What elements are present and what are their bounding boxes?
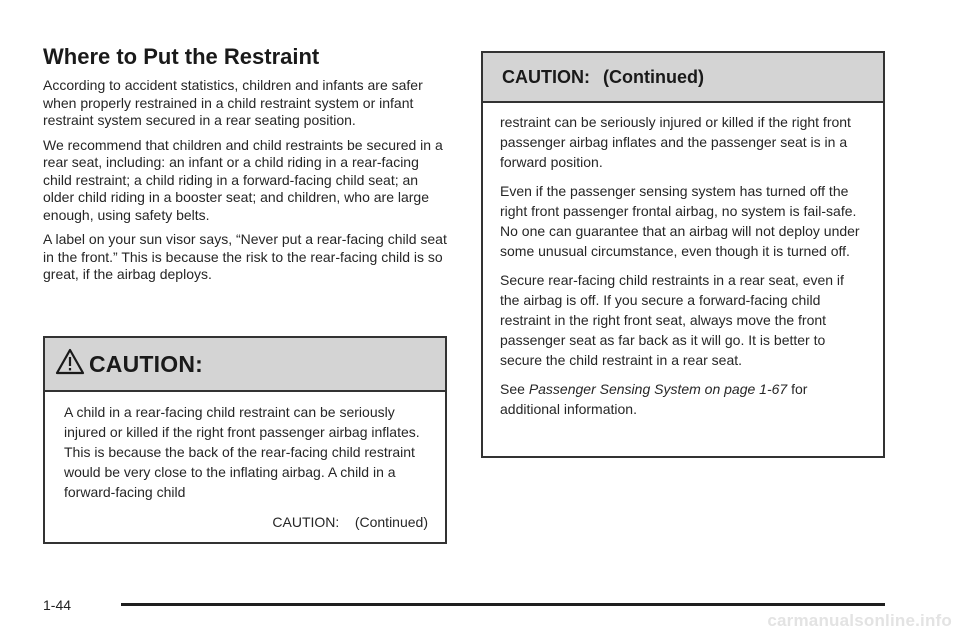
caution-box (43, 336, 447, 544)
watermark: carmanualsonline.info (767, 611, 952, 630)
caution-header (45, 338, 445, 392)
left-column (43, 44, 447, 291)
caution-continued-label: CAUTION: (Continued) (272, 514, 428, 530)
caution-continued-body (483, 103, 883, 419)
paragraph-recommendation: We recommend that children and child restraints be secured in a rear seat, including: an infant or a child riding in a rear-facing child restraint; a child riding in a forward-facing child seat; an older child riding in a booster seat; and children, who are large enough, using safety belts. (43, 136, 443, 223)
caution-continued-header (483, 53, 883, 103)
caution-title: CAUTION: (89, 350, 204, 377)
continued-paragraph-secure: Secure rear-facing child restraints in a rear seat, even if the airbag is off. If you secure a forward-facing child restraint in the right front seat, always move the front passenger seat as far back as it will go. It is better to secure the child restraint in a rear seat. (500, 272, 844, 368)
see-prefix: See (500, 381, 529, 397)
page-number: 1-44 (43, 597, 72, 613)
section-title: Where to Put the Restraint (43, 44, 320, 69)
continued-paragraph-injury: restraint can be seriously injured or killed if the right front passenger airbag inflates and the passenger seat is in a forward position. (500, 114, 851, 170)
continued-paragraph-see-reference (500, 379, 867, 419)
warning-triangle-icon (55, 347, 85, 377)
caution-continued-title: CAUTION: (Continued) (502, 66, 704, 87)
footer-rule (121, 603, 885, 606)
caution-text: A child in a rear-facing child restraint can be seriously injured or killed if the right front passenger airbag inflates. This is because the back of the rear-facing child restraint would be very close to the inflating airbag. A child in a forward-facing child (64, 404, 420, 500)
paragraph-statistics: According to accident statistics, children and infants are safer when properly restrained in a child restraint system or infant restraint system secured in a rear seating position. (43, 77, 423, 128)
continued-paragraph-fail-safe: Even if the passenger sensing system has turned off the right front passenger frontal airbag, no system is fail-safe. No one can guarantee that an airbag will not deploy under some unusual circumstance, even though it is turned off. (500, 183, 860, 259)
cross-reference-link[interactable]: Passenger Sensing System on page 1-67 (528, 381, 788, 397)
caution-continued-box (481, 51, 885, 458)
paragraph-sun-visor-label: A label on your sun visor says, “Never put a rear-facing child seat in the front.” This is because the risk to the rear-facing child is so great, if the airbag deploys. (43, 231, 447, 282)
see-suffix: for additional information. (500, 381, 808, 417)
